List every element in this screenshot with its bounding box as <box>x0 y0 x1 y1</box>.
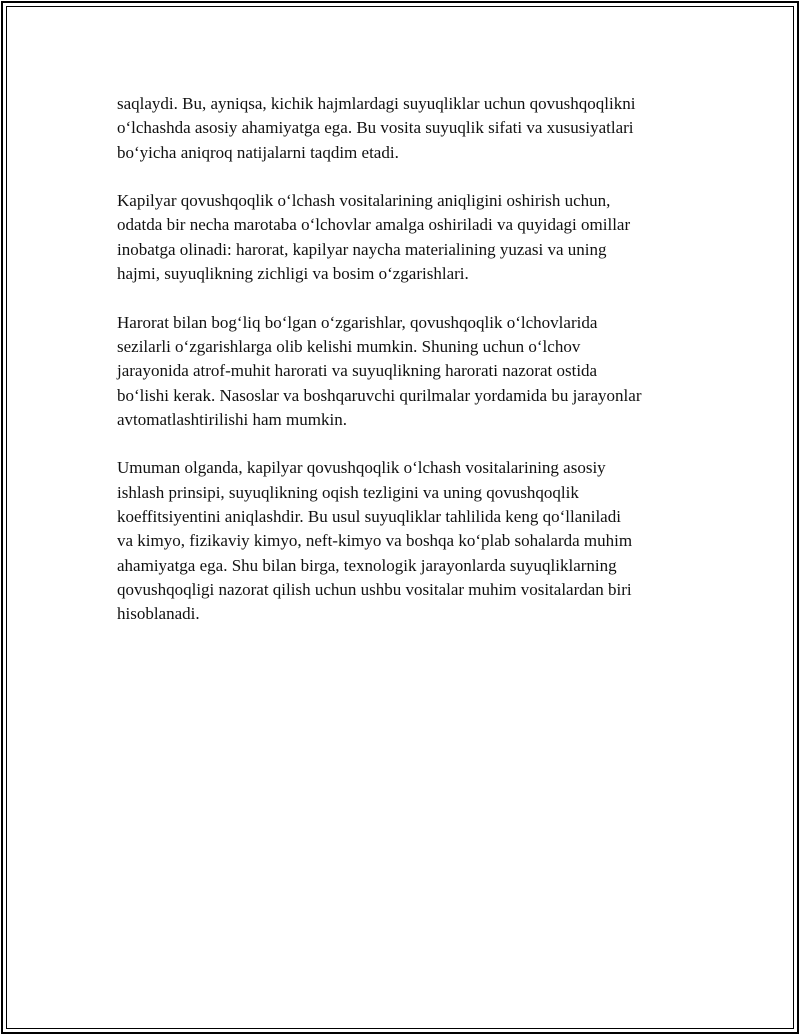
paragraph-3: Harorat bilan bog‘liq bo‘lgan o‘zgarishlar, qovushqoqlik o‘lchovlarida sezilarli o‘zgarishlarga olib kelishi mumkin. Shuning uchun o‘lchov jarayonida atrof-muhit harorati va suyuqlikning harorati nazorat ostida bo‘lishi kerak. Nasoslar va boshqaruvchi qurilmalar yordamida bu jarayonlar avtomatlashtirilishi ham mumkin. <box>117 312 642 429</box>
document-body <box>117 92 697 651</box>
paragraph-2: Kapilyar qovushqoqlik o‘lchash vositalarining aniqligini oshirish uchun, odatda bir necha marotaba o‘lchovlar amalga oshiriladi va quyidagi omillar inobatga olinadi: harorat, kapilyar naycha materialining yuzasi va uning hajmi, suyuqlikning zichligi va bosim o‘zgarishlari. <box>117 191 631 284</box>
paragraph-4: Umuman olganda, kapilyar qovushqoqlik o‘lchash vositalarining asosiy ishlash prinsipi, suyuqlikning oqish tezligini va uning qovushqoqlik koeffitsiyentini aniqlashdir. Bu usul suyuqliklar tahlilida keng qo‘llaniladi va kimyo, fizikaviy kimyo, neft-kimyo va boshqa ko‘plab sohalarda muhim ahamiyatga ega. Shu bilan birga, texnologik jarayonlarda suyuqliklarning qovushqoqligi nazorat qilish uchun ushbu vositalar muhim vositalardan biri hisoblanadi. <box>117 458 633 624</box>
paragraph-1: saqlaydi. Bu, ayniqsa, kichik hajmlardagi suyuqliklar uchun qovushqoqlikni o‘lchashda asosiy ahamiyatga ega. Bu vosita suyuqlik sifati va xususiyatlari bo‘yicha aniqroq natijalarni taqdim etadi. <box>117 94 636 162</box>
